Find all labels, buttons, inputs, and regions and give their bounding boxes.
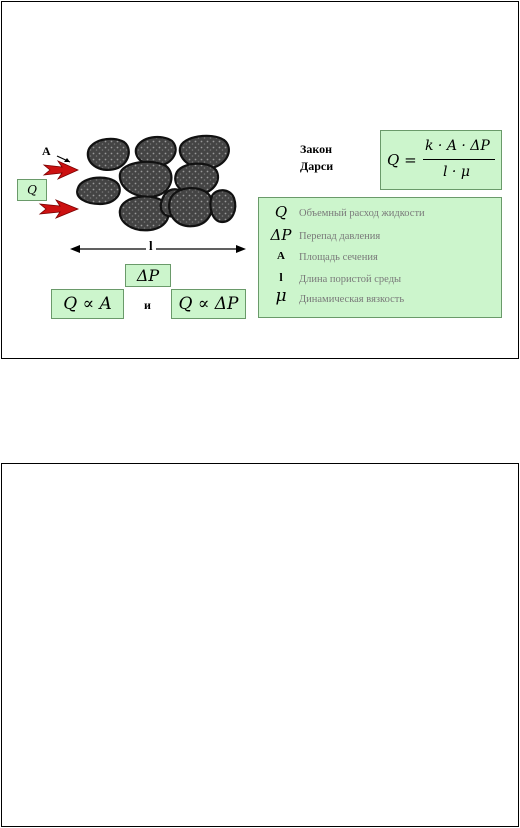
slide-darcy-law [1, 1, 519, 359]
conjunction-text: и [144, 298, 151, 312]
area-label: A [42, 144, 51, 158]
legend-symbol-flow: Q [274, 203, 288, 221]
rock-grain [88, 139, 129, 170]
pressure-drop-symbol: ΔP [136, 266, 160, 285]
rock-grain [169, 188, 212, 226]
fraction-bar [423, 159, 495, 160]
legend-text-flow: Объемный расход жидкости [299, 208, 425, 219]
legend-symbol-viscosity: μ [275, 286, 287, 306]
formula-denominator: l · μ [443, 164, 470, 180]
law-title-line2: Дарси [300, 159, 334, 173]
legend-text-viscosity: Динамическая вязкость [299, 294, 405, 305]
legend-text-length: Длина пористой среды [299, 274, 402, 285]
flow-rate-box [17, 179, 47, 201]
proportional-area-box [51, 289, 124, 319]
legend-text-area: Площадь сечения [299, 252, 378, 263]
flow-arrow [40, 200, 78, 218]
symbol-legend-box [258, 197, 502, 318]
legend-symbol-pressure: ΔP [270, 226, 292, 244]
darcy-formula-box [380, 130, 502, 190]
length-label: l [146, 238, 156, 254]
proportional-pressure-box [171, 289, 246, 319]
rock-grain [77, 178, 120, 204]
proportional-pressure-formula: Q ∝ ΔP [178, 294, 239, 314]
formula-lhs: Q = [387, 151, 417, 169]
flow-rate-symbol: Q [27, 183, 37, 197]
law-title-line1: Закон [300, 142, 333, 156]
legend-symbol-area: A [277, 250, 285, 262]
blank-slide [1, 463, 519, 827]
rock-grains [77, 136, 235, 230]
legend-symbol-length: l [279, 270, 283, 284]
legend-text-pressure: Перепад давления [299, 231, 381, 242]
pressure-drop-box [125, 264, 171, 287]
proportional-area-formula: Q ∝ A [63, 294, 112, 314]
rock-grain [210, 190, 235, 222]
flow-arrow [44, 161, 78, 179]
rock-grain [120, 162, 172, 197]
formula-numerator: k · A · ΔP [425, 138, 490, 154]
